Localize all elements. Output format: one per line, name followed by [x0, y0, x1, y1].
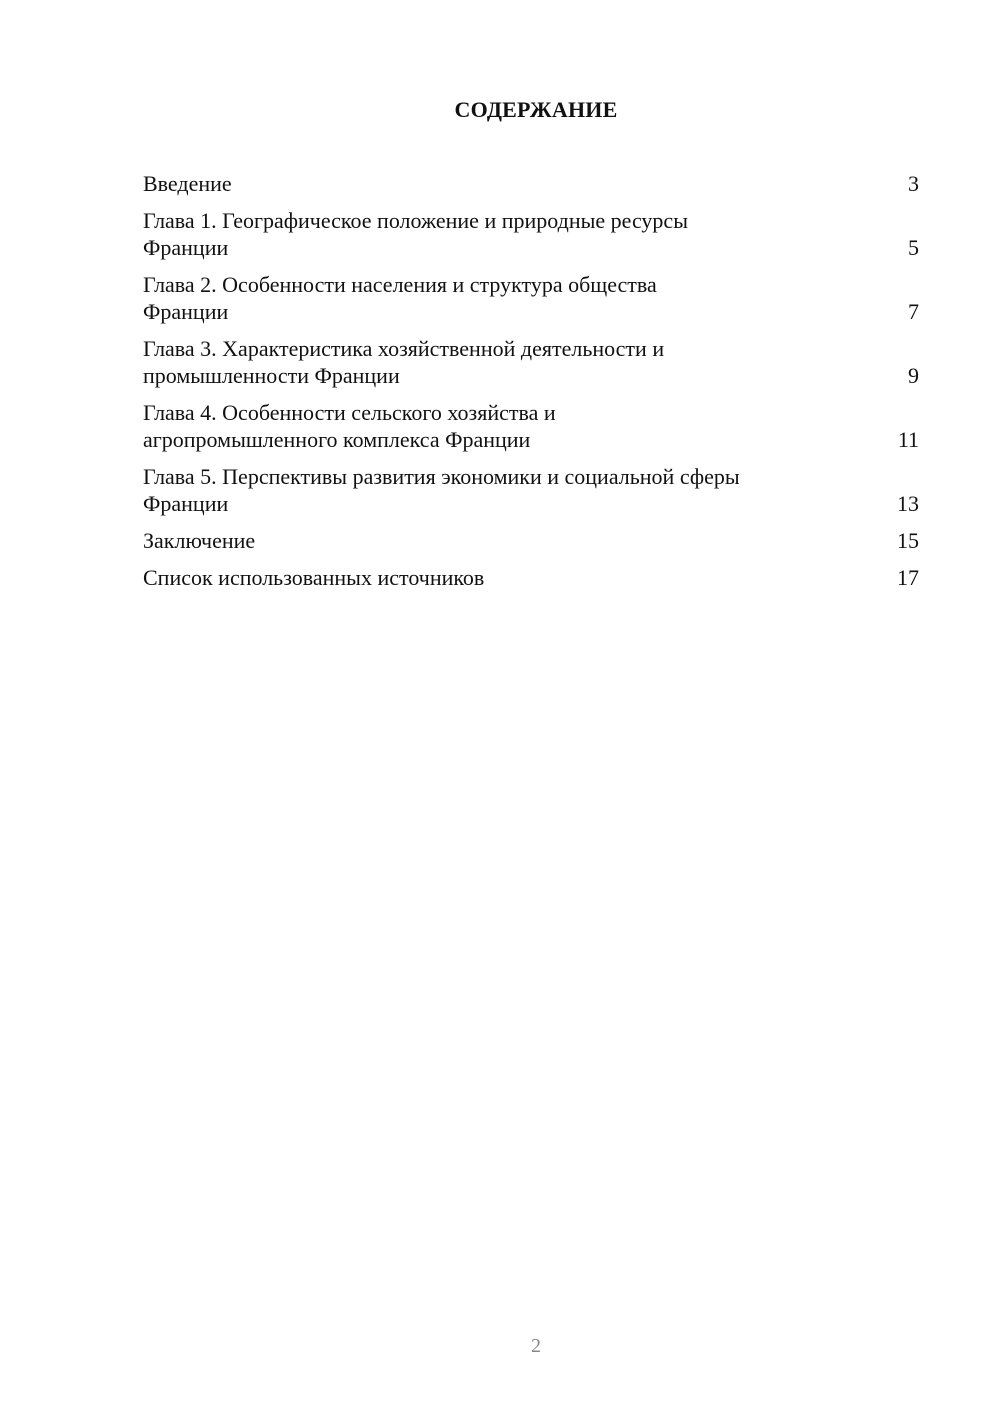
toc-item-label: Глава 5. Перспективы развития экономики и социальной сферы Франции	[143, 464, 740, 516]
toc-item-label: Глава 3. Характеристика хозяйственной деятельности и промышленности Франции	[143, 336, 665, 388]
toc-title: СОДЕРЖАНИЕ	[454, 97, 618, 122]
toc-item-page-number: 3	[908, 171, 919, 196]
page-number: 2	[531, 1335, 541, 1357]
toc-item-references	[143, 564, 919, 591]
toc-item-page-number: 17	[897, 565, 919, 590]
toc-item-chapter-4	[143, 399, 919, 453]
table-of-contents	[143, 170, 919, 601]
toc-item-label: Введение	[143, 171, 232, 196]
toc-item-page-number: 5	[908, 235, 919, 260]
toc-item-chapter-1	[143, 207, 919, 261]
toc-item-chapter-5	[143, 463, 919, 517]
toc-item-page-number: 11	[897, 427, 919, 452]
toc-item-label: Список использованных источников	[143, 565, 485, 590]
toc-item-introduction	[143, 170, 919, 197]
toc-item-chapter-3	[143, 335, 919, 389]
toc-item-conclusion	[143, 527, 919, 554]
toc-item-page-number: 15	[897, 528, 919, 553]
toc-item-page-number: 13	[897, 491, 919, 516]
toc-item-label: Глава 4. Особенности сельского хозяйства и агропромышленного комплекса Франции	[143, 400, 556, 452]
toc-item-page-number: 7	[908, 299, 919, 324]
toc-item-label: Глава 2. Особенности населения и структура общества Франции	[143, 272, 657, 324]
toc-item-label: Заключение	[143, 528, 256, 553]
toc-item-chapter-2	[143, 271, 919, 325]
toc-item-page-number: 9	[908, 363, 919, 388]
toc-item-label: Глава 1. Географическое положение и природные ресурсы Франции	[143, 208, 688, 260]
